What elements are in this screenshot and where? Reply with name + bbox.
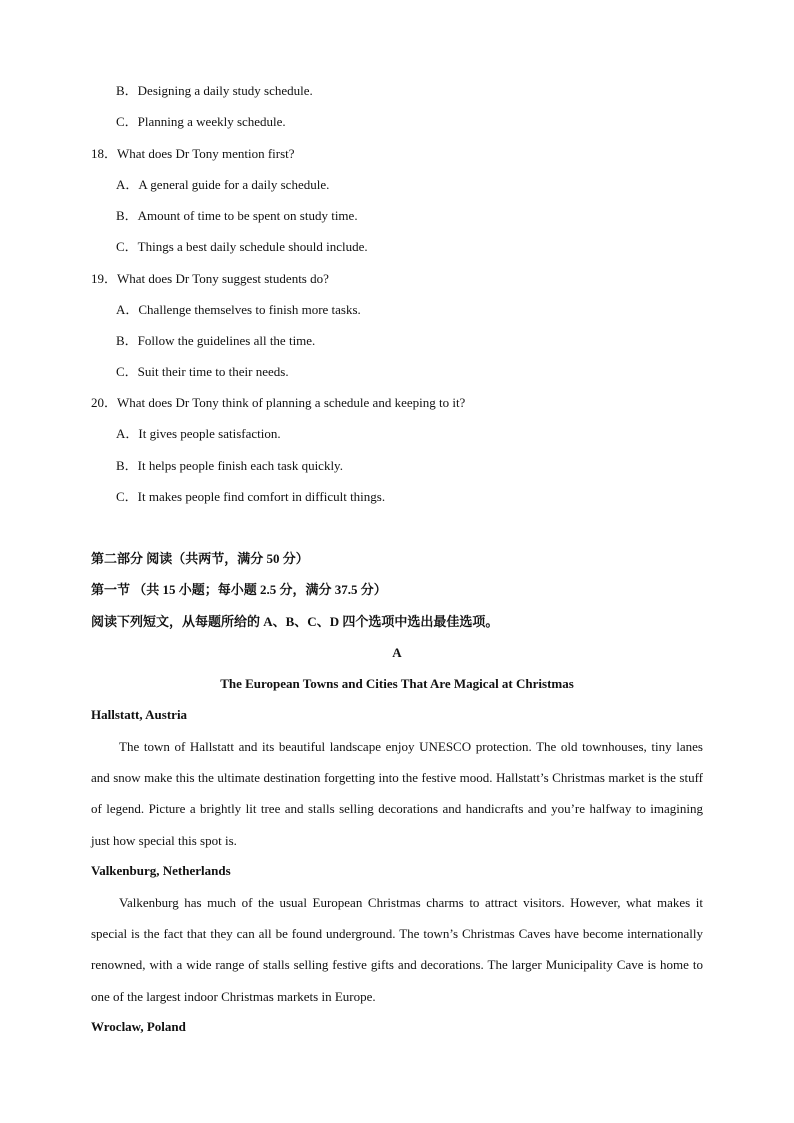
q19-option-b: B．Follow the guidelines all the time. xyxy=(116,333,316,348)
part-title: 第二部分 阅读（共两节，满分 50 分） xyxy=(91,551,309,566)
place-heading-wroclaw: Wroclaw, Poland xyxy=(91,1019,186,1034)
q17-option-c: C．Planning a weekly schedule. xyxy=(116,114,286,129)
reading-instruction: 阅读下列短文，从每题所给的 A、B、C、D 四个选项中选出最佳选项。 xyxy=(91,614,499,629)
paragraph-hallstatt: The town of Hallstatt and its beautiful landscape enjoy UNESCO protection. The old townhouses, tiny lanes and snow make this the ultimate destination forgetting into the festive mood. Hallstatt’s Christmas market is the stuff of legend. Picture a brightly lit tree and stalls selling decorations and handicrafts and you’re halfway to imagining just how special this spot is. xyxy=(91,739,703,848)
q17-option-b: B．Designing a daily study schedule. xyxy=(116,83,313,98)
q18-option-c: C．Things a best daily schedule should include. xyxy=(116,239,368,254)
place-heading-hallstatt: Hallstatt, Austria xyxy=(91,707,188,722)
q18-option-a: A．A general guide for a daily schedule. xyxy=(116,177,330,192)
q20-option-c: C．It makes people find comfort in difficult things. xyxy=(116,489,386,504)
q20-stem: 20．What does Dr Tony think of planning a schedule and keeping to it? xyxy=(91,395,466,410)
q20-option-b: B．It helps people finish each task quickly. xyxy=(116,458,343,473)
q19-option-a: A．Challenge themselves to finish more tasks. xyxy=(116,302,361,317)
q19-stem: 19．What does Dr Tony suggest students do? xyxy=(91,271,329,286)
paragraph-valkenburg: Valkenburg has much of the usual European Christmas charms to attract visitors. However, what makes it special is the fact that they can all be found underground. The town’s Christmas Caves have become internationally renowned, with a wide range of stalls selling festive gifts and decorations. The larger Municipality Cave is home to one of the largest indoor Christmas markets in Europe. xyxy=(91,895,703,1004)
q18-stem: 18．What does Dr Tony mention first? xyxy=(91,146,295,161)
q19-option-c: C．Suit their time to their needs. xyxy=(116,364,289,379)
subsection-title: 第一节 （共 15 小题；每小题 2.5 分，满分 37.5 分） xyxy=(91,582,387,597)
q20-option-a: A．It gives people satisfaction. xyxy=(116,426,281,441)
passage-letter: A xyxy=(392,645,402,660)
place-heading-valkenburg: Valkenburg, Netherlands xyxy=(91,863,231,878)
passage-title: The European Towns and Cities That Are Magical at Christmas xyxy=(220,676,574,691)
q18-option-b: B．Amount of time to be spent on study time. xyxy=(116,208,358,223)
